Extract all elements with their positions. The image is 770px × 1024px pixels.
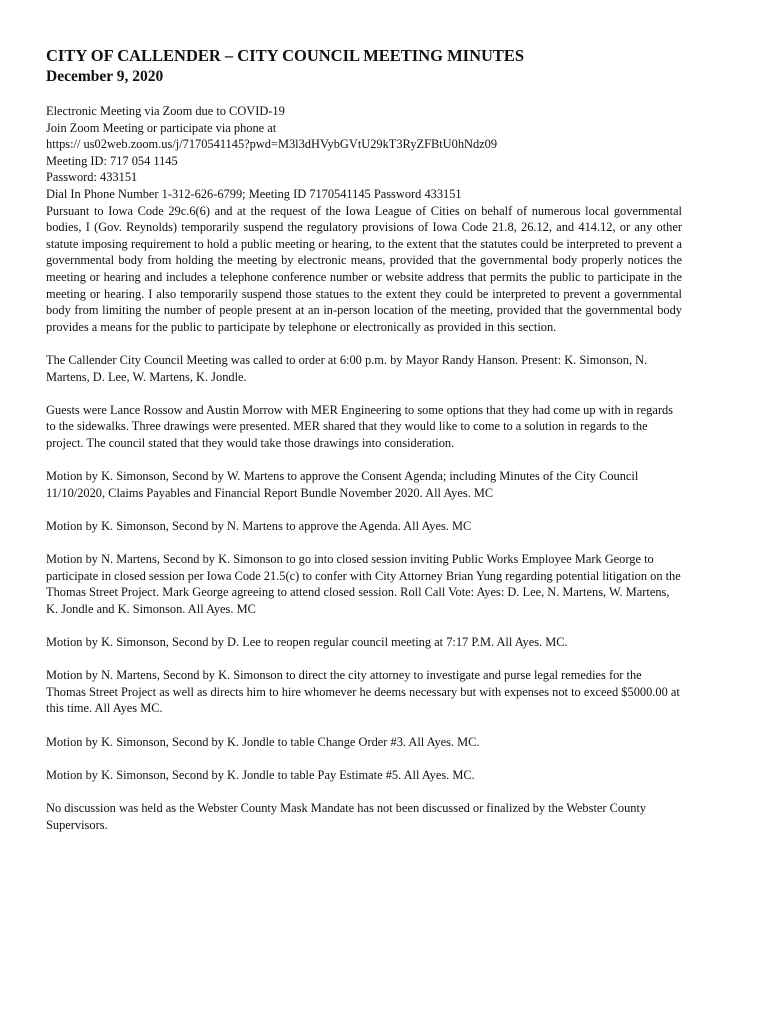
document-title: CITY OF CALLENDER – CITY COUNCIL MEETING MINUTES (46, 46, 525, 65)
join-instructions: Join Zoom Meeting or participate via phone at (46, 120, 277, 135)
motion-consent-agenda: Motion by K. Simonson, Second by W. Martens to approve the Consent Agenda; including Minutes of the City Council 11/10/2020, Claims Payables and Financial Report Bundle November 2020. All Ayes. MC (46, 469, 639, 500)
motion-change-order: Motion by K. Simonson, Second by K. Jondle to table Change Order #3. All Ayes. MC. (46, 734, 480, 749)
mask-mandate-paragraph: No discussion was held as the Webster County Mask Mandate has not been discussed or finalized by the Webster County Supervisors. (46, 800, 647, 832)
meeting-date: December 9, 2020 (46, 68, 164, 85)
call-to-order-paragraph: The Callender City Council Meeting was called to order at 6:00 p.m. by Mayor Randy Hanson. Present: K. Simonson, N. Martens, D. Lee, W. Martens, K. Jondle. (46, 352, 648, 384)
suspension-notice-paragraph: Pursuant to Iowa Code 29c.6(6) and at the request of the Iowa League of Cities on behalf of numerous local governmental bodies, I (Gov. Reynolds) temporarily suspend the regulatory provisions of Iowa Code 21.8, 26.12, and 414.12, or any other statute imposing requirement to hold a public meeting or hearing, to the extent that the statutes could be interpreted to prevent a governmental body from holding the meeting by electronic means, provided that the governmental body properly notices the meeting or hearing and includes a telephone conference number or website address that permits the public to participate in the meeting or hearing. I also temporarily suspend those statues to the extent they could be interpreted to prevent a governmental body from limiting the number of people present at an in-person location of the meeting, provided that the governmental body provides a means for the public to participate by telephone or electronically as provided in this section. (46, 203, 682, 334)
motion-pay-estimate: Motion by K. Simonson, Second by K. Jondle to table Pay Estimate #5. All Ayes. MC. (46, 767, 475, 782)
minutes-page (46, 45, 682, 850)
motion-reopen-meeting: Motion by K. Simonson, Second by D. Lee to reopen regular council meeting at 7:17 P.M. All Ayes. MC. (46, 635, 568, 649)
motion-closed-session: Motion by N. Martens, Second by K. Simonson to go into closed session inviting Public Works Employee Mark George to participate in closed session per Iowa Code 21.5(c) to confer with City Attorney Brian Yung regarding potential litigation on the Thomas Street Project. Mark George agreeing to attend closed session. Roll Call Vote: Ayes: D. Lee, N. Martens, W. Martens, K. Jondle and K. Simonson. All Ayes. MC (46, 552, 681, 616)
dial-in-info: Dial In Phone Number 1-312-626-6799; Meeting ID 7170541145 Password 433151 (46, 186, 462, 201)
meeting-id: Meeting ID: 717 054 1145 (46, 153, 178, 168)
motion-approve-agenda: Motion by K. Simonson, Second by N. Martens to approve the Agenda. All Ayes. MC (46, 518, 472, 533)
zoom-link[interactable]: https:// us02web.zoom.us/j/7170541145?pwd=M3l3dHVybGVtU29kT3RyZFBtU0hNdz09 (46, 137, 498, 152)
meeting-password: Password: 433151 (46, 170, 138, 185)
guests-paragraph: Guests were Lance Rossow and Austin Morrow with MER Engineering to some options that they had come up with in regards to the sidewalks. Three drawings were presented. MER shared that they would like to come to a solution in regards to the project. The council stated that they would take those drawings into consideration. (46, 402, 673, 450)
electronic-meeting-note: Electronic Meeting via Zoom due to COVID-19 (46, 104, 285, 118)
motion-city-attorney: Motion by N. Martens, Second by K. Simonson to direct the city attorney to investigate and purse legal remedies for the Thomas Street Project as well as directs him to hire whomever he deems necessary but with expenses not to exceed $5000.00 at this time. All Ayes MC. (46, 668, 680, 716)
